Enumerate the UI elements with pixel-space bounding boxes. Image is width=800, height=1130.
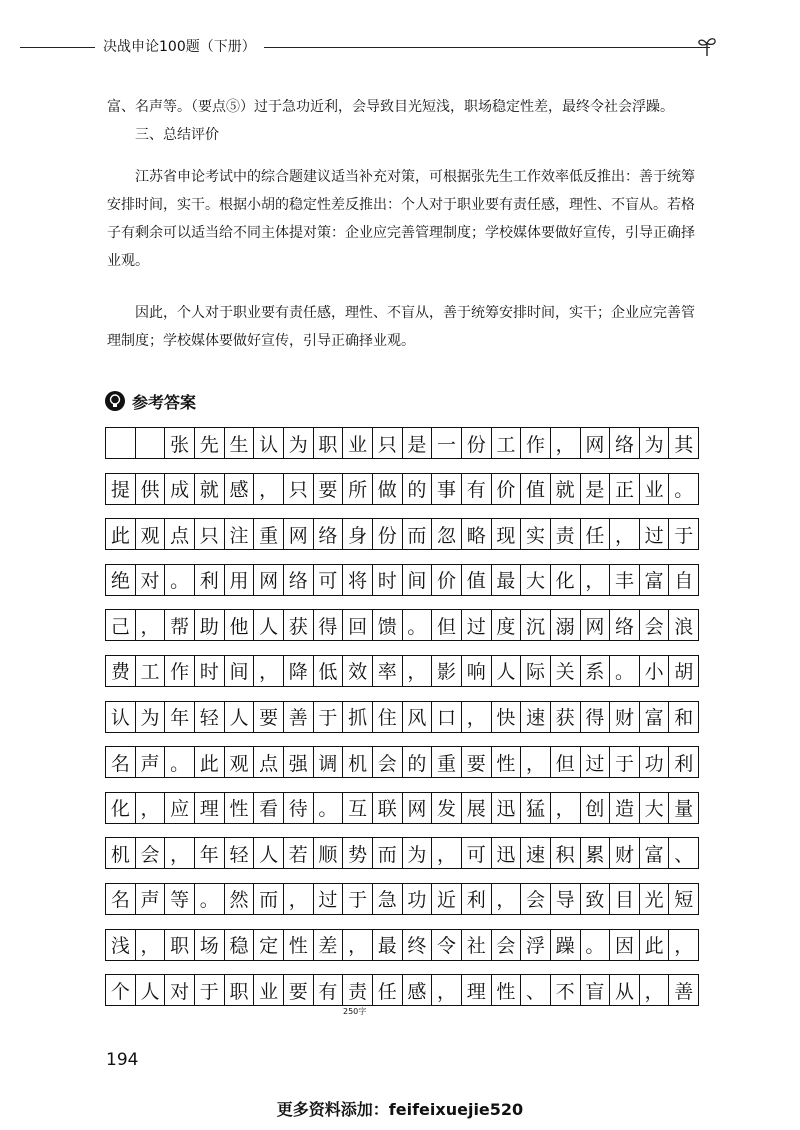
grid-cell: 若 bbox=[284, 838, 314, 868]
grid-cell: 将 bbox=[343, 565, 373, 595]
grid-cell: 富 bbox=[640, 565, 670, 595]
grid-cell: 先 bbox=[195, 428, 225, 458]
grid-cell: 大 bbox=[521, 565, 551, 595]
grid-cell: 得 bbox=[581, 702, 611, 732]
grid-cell: 速 bbox=[521, 838, 551, 868]
page-number: 194 bbox=[106, 1050, 139, 1070]
grid-cell: 会 bbox=[373, 747, 403, 777]
grid-cell: 是 bbox=[581, 474, 611, 504]
grid-cell: 得 bbox=[314, 610, 344, 640]
grid-cell: 为 bbox=[284, 428, 314, 458]
paragraph-suggestion: 江苏省申论考试中的综合题建议适当补充对策，可根据张先生工作效率低反推出：善于统筹安排时间，实干。根据小胡的稳定性差反推出：个人对于职业要有责任感，理性、不盲从。若格子有剩余可以适当给不同主体提对策：企业应完善管理制度；学校媒体要做好宣传，引导正确择业观。 bbox=[107, 169, 695, 269]
grid-cell: 。 bbox=[403, 610, 433, 640]
grid-cell: 名 bbox=[106, 747, 136, 777]
grid-cell: 。 bbox=[165, 747, 195, 777]
grid-cell: 关 bbox=[551, 656, 581, 686]
grid-cell: 。 bbox=[669, 474, 699, 504]
grid-cell: 化 bbox=[106, 793, 136, 823]
grid-cell: 为 bbox=[403, 838, 433, 868]
grid-cell: 住 bbox=[373, 702, 403, 732]
grid-cell: 发 bbox=[432, 793, 462, 823]
grid-cell: 网 bbox=[581, 610, 611, 640]
grid-cell: 可 bbox=[314, 565, 344, 595]
grid-cell: 理 bbox=[462, 975, 492, 1005]
grid-cell: ， bbox=[343, 930, 373, 960]
grid-cell: 因 bbox=[610, 930, 640, 960]
grid-cell: 职 bbox=[314, 428, 344, 458]
grid-cell: 份 bbox=[373, 519, 403, 549]
grid-cell: 网 bbox=[581, 428, 611, 458]
grid-cell: 化 bbox=[551, 565, 581, 595]
grid-cell: 回 bbox=[343, 610, 373, 640]
grid-cell: 溺 bbox=[551, 610, 581, 640]
grid-cell: 累 bbox=[581, 838, 611, 868]
grid-cell: 降 bbox=[284, 656, 314, 686]
grid-cell: 价 bbox=[432, 565, 462, 595]
grid-cell: 猛 bbox=[521, 793, 551, 823]
answer-section-heading bbox=[104, 388, 196, 414]
grid-cell: 对 bbox=[165, 975, 195, 1005]
grid-cell: ， bbox=[136, 930, 166, 960]
grid-cell: 一 bbox=[432, 428, 462, 458]
grid-row bbox=[105, 609, 699, 641]
grid-cell: 短 bbox=[669, 884, 699, 914]
grid-cell: 等 bbox=[165, 884, 195, 914]
grid-cell: ， bbox=[403, 656, 433, 686]
grid-cell: 效 bbox=[343, 656, 373, 686]
grid-cell: 待 bbox=[284, 793, 314, 823]
grid-cell: 性 bbox=[284, 930, 314, 960]
grid-cell: 联 bbox=[373, 793, 403, 823]
grid-cell: ， bbox=[551, 428, 581, 458]
grid-cell: 盲 bbox=[581, 975, 611, 1005]
grid-cell: 感 bbox=[403, 975, 433, 1005]
grid-cell: 但 bbox=[432, 610, 462, 640]
grid-cell: 个 bbox=[106, 975, 136, 1005]
grid-cell: ， bbox=[432, 838, 462, 868]
grid-cell: 获 bbox=[284, 610, 314, 640]
grid-cell: 丰 bbox=[610, 565, 640, 595]
answer-badge-icon bbox=[104, 390, 126, 412]
grid-cell: 创 bbox=[581, 793, 611, 823]
grid-cell: 认 bbox=[254, 428, 284, 458]
grid-cell: 量 bbox=[669, 793, 699, 823]
grid-cell: 工 bbox=[136, 656, 166, 686]
grid-cell: 提 bbox=[106, 474, 136, 504]
grid-cell: 任 bbox=[373, 975, 403, 1005]
grid-cell: 现 bbox=[492, 519, 522, 549]
grid-cell: 观 bbox=[225, 747, 255, 777]
grid-cell: 浮 bbox=[521, 930, 551, 960]
grid-cell: 小 bbox=[640, 656, 670, 686]
grid-cell: 声 bbox=[136, 884, 166, 914]
grid-cell: ， bbox=[551, 793, 581, 823]
grid-cell: 络 bbox=[610, 610, 640, 640]
grid-cell: 抓 bbox=[343, 702, 373, 732]
grid-cell: ， bbox=[610, 519, 640, 549]
grid-cell: 间 bbox=[225, 656, 255, 686]
grid-cell: 要 bbox=[462, 747, 492, 777]
grid-cell: 过 bbox=[462, 610, 492, 640]
grid-cell: ， bbox=[669, 930, 699, 960]
grid-cell: ， bbox=[136, 793, 166, 823]
grid-cell: ， bbox=[136, 610, 166, 640]
grid-cell: 利 bbox=[195, 565, 225, 595]
grid-cell: 导 bbox=[551, 884, 581, 914]
grid-cell: 顺 bbox=[314, 838, 344, 868]
grid-row bbox=[105, 837, 699, 869]
grid-cell: ， bbox=[165, 838, 195, 868]
grid-cell: 值 bbox=[462, 565, 492, 595]
grid-cell: 作 bbox=[165, 656, 195, 686]
grid-cell: 注 bbox=[225, 519, 255, 549]
grid-cell: 最 bbox=[492, 565, 522, 595]
grid-cell: 迅 bbox=[492, 838, 522, 868]
grid-cell: 重 bbox=[432, 747, 462, 777]
grid-cell: 但 bbox=[551, 747, 581, 777]
grid-cell: 富 bbox=[640, 702, 670, 732]
grid-cell: 。 bbox=[610, 656, 640, 686]
grid-cell: 于 bbox=[343, 884, 373, 914]
grid-cell: 势 bbox=[343, 838, 373, 868]
grid-row bbox=[105, 792, 699, 824]
grid-cell: 机 bbox=[343, 747, 373, 777]
grid-cell: 善 bbox=[669, 975, 699, 1005]
grid-cell: 际 bbox=[521, 656, 551, 686]
grid-cell: ， bbox=[640, 975, 670, 1005]
grid-cell: 最 bbox=[373, 930, 403, 960]
grid-cell: 。 bbox=[581, 930, 611, 960]
grid-cell: 费 bbox=[106, 656, 136, 686]
grid-cell: 。 bbox=[314, 793, 344, 823]
grid-row bbox=[105, 701, 699, 733]
grid-cell: 而 bbox=[254, 884, 284, 914]
grid-cell: 观 bbox=[136, 519, 166, 549]
grid-cell: 人 bbox=[254, 610, 284, 640]
grid-cell: 目 bbox=[610, 884, 640, 914]
grid-cell: 正 bbox=[610, 474, 640, 504]
page-header bbox=[20, 34, 720, 60]
grid-cell: 过 bbox=[581, 747, 611, 777]
grid-cell: 社 bbox=[462, 930, 492, 960]
grid-cell: 速 bbox=[521, 702, 551, 732]
grid-cell: 而 bbox=[373, 838, 403, 868]
grid-cell: 口 bbox=[432, 702, 462, 732]
grid-cell: 只 bbox=[284, 474, 314, 504]
grid-cell: 间 bbox=[403, 565, 433, 595]
grid-cell: ， bbox=[462, 702, 492, 732]
sprout-icon bbox=[695, 34, 719, 58]
grid-cell: 责 bbox=[343, 975, 373, 1005]
paragraph-continuation: 富、名声等。（要点⑤）过于急功近利，会导致目光短浅，职场稳定性差，最终令社会浮躁。 bbox=[107, 99, 674, 115]
grid-cell: 。 bbox=[165, 565, 195, 595]
grid-cell: 时 bbox=[195, 656, 225, 686]
grid-cell: 只 bbox=[195, 519, 225, 549]
grid-cell: 工 bbox=[492, 428, 522, 458]
grid-cell: 浅 bbox=[106, 930, 136, 960]
grid-row bbox=[105, 974, 699, 1006]
grid-cell: 响 bbox=[462, 656, 492, 686]
grid-cell: 实 bbox=[521, 519, 551, 549]
grid-cell: ， bbox=[492, 884, 522, 914]
grid-row bbox=[105, 746, 699, 778]
grid-cell: 要 bbox=[254, 702, 284, 732]
grid-cell: 浪 bbox=[669, 610, 699, 640]
grid-row bbox=[105, 883, 699, 915]
grid-cell: 此 bbox=[106, 519, 136, 549]
grid-cell: 络 bbox=[610, 428, 640, 458]
grid-cell: 然 bbox=[225, 884, 255, 914]
answer-section-title: 参考答案 bbox=[132, 392, 197, 412]
grid-cell: 系 bbox=[581, 656, 611, 686]
grid-cell: 低 bbox=[314, 656, 344, 686]
grid-cell: 稳 bbox=[225, 930, 255, 960]
grid-cell: 差 bbox=[314, 930, 344, 960]
grid-cell: 业 bbox=[254, 975, 284, 1005]
grid-cell: 。 bbox=[195, 884, 225, 914]
grid-cell: 轻 bbox=[195, 702, 225, 732]
grid-cell: 时 bbox=[373, 565, 403, 595]
grid-cell: 感 bbox=[225, 474, 255, 504]
grid-cell: 忽 bbox=[432, 519, 462, 549]
grid-cell: 风 bbox=[403, 702, 433, 732]
grid-cell: 展 bbox=[462, 793, 492, 823]
grid-cell: 于 bbox=[314, 702, 344, 732]
grid-cell: 功 bbox=[403, 884, 433, 914]
grid-cell: 会 bbox=[492, 930, 522, 960]
grid-cell: 职 bbox=[165, 930, 195, 960]
grid-cell: 财 bbox=[610, 838, 640, 868]
grid-cell: 调 bbox=[314, 747, 344, 777]
grid-cell: 人 bbox=[492, 656, 522, 686]
grid-cell: 用 bbox=[225, 565, 255, 595]
grid-cell: 成 bbox=[165, 474, 195, 504]
grid-cell: 此 bbox=[195, 747, 225, 777]
grid-cell: 快 bbox=[492, 702, 522, 732]
grid-cell: ， bbox=[432, 975, 462, 1005]
grid-cell: 人 bbox=[136, 975, 166, 1005]
grid-cell: 绝 bbox=[106, 565, 136, 595]
grid-cell: 躁 bbox=[551, 930, 581, 960]
grid-cell: ， bbox=[581, 565, 611, 595]
grid-cell: 点 bbox=[254, 747, 284, 777]
grid-cell: 过 bbox=[314, 884, 344, 914]
grid-row bbox=[105, 929, 699, 961]
grid-cell: 获 bbox=[551, 702, 581, 732]
grid-cell: 度 bbox=[492, 610, 522, 640]
grid-cell: 场 bbox=[195, 930, 225, 960]
grid-cell: 他 bbox=[225, 610, 255, 640]
grid-cell: 而 bbox=[403, 519, 433, 549]
grid-cell: 只 bbox=[373, 428, 403, 458]
grid-cell: 性 bbox=[492, 975, 522, 1005]
grid-cell: 财 bbox=[610, 702, 640, 732]
grid-cell: 于 bbox=[669, 519, 699, 549]
grid-row bbox=[105, 518, 699, 550]
grid-cell: 理 bbox=[195, 793, 225, 823]
grid-cell: 事 bbox=[432, 474, 462, 504]
grid-cell: 的 bbox=[403, 474, 433, 504]
grid-cell: 做 bbox=[373, 474, 403, 504]
grid-cell: 善 bbox=[284, 702, 314, 732]
grid-cell: 名 bbox=[106, 884, 136, 914]
grid-cell: 互 bbox=[343, 793, 373, 823]
grid-cell: 其 bbox=[669, 428, 699, 458]
grid-cell: 胡 bbox=[669, 656, 699, 686]
grid-cell: 看 bbox=[254, 793, 284, 823]
grid-cell: 己 bbox=[106, 610, 136, 640]
grid-cell: 点 bbox=[165, 519, 195, 549]
grid-cell: 价 bbox=[492, 474, 522, 504]
grid-row bbox=[105, 564, 699, 596]
grid-cell: 性 bbox=[492, 747, 522, 777]
grid-cell: 重 bbox=[254, 519, 284, 549]
grid-row bbox=[105, 655, 699, 687]
word-count-label: 250字 bbox=[343, 1007, 367, 1016]
grid-cell: 年 bbox=[195, 838, 225, 868]
grid-cell: 、 bbox=[521, 975, 551, 1005]
grid-cell: 份 bbox=[462, 428, 492, 458]
grid-cell: 业 bbox=[640, 474, 670, 504]
grid-cell: 近 bbox=[432, 884, 462, 914]
grid-cell: 可 bbox=[462, 838, 492, 868]
grid-cell: 络 bbox=[314, 519, 344, 549]
grid-cell: 强 bbox=[284, 747, 314, 777]
grid-cell: 是 bbox=[403, 428, 433, 458]
grid-cell: 作 bbox=[521, 428, 551, 458]
grid-cell: 于 bbox=[195, 975, 225, 1005]
grid-cell: 网 bbox=[254, 565, 284, 595]
section-heading-summary: 三、总结评价 bbox=[135, 127, 219, 143]
grid-cell: 会 bbox=[521, 884, 551, 914]
grid-row bbox=[105, 427, 699, 459]
grid-cell: 于 bbox=[610, 747, 640, 777]
grid-cell: 利 bbox=[669, 747, 699, 777]
grid-cell: 声 bbox=[136, 747, 166, 777]
grid-cell: 和 bbox=[669, 702, 699, 732]
grid-cell: ， bbox=[254, 656, 284, 686]
grid-cell: 沉 bbox=[521, 610, 551, 640]
grid-cell: 网 bbox=[284, 519, 314, 549]
grid-cell: 积 bbox=[551, 838, 581, 868]
grid-cell: 光 bbox=[640, 884, 670, 914]
grid-cell: 富 bbox=[640, 838, 670, 868]
grid-cell: 任 bbox=[581, 519, 611, 549]
grid-cell: 人 bbox=[225, 702, 255, 732]
grid-cell: 要 bbox=[284, 975, 314, 1005]
grid-cell: 责 bbox=[551, 519, 581, 549]
grid-cell: 帮 bbox=[165, 610, 195, 640]
grid-cell: 为 bbox=[640, 428, 670, 458]
grid-cell: 从 bbox=[610, 975, 640, 1005]
grid-cell: 大 bbox=[640, 793, 670, 823]
answer-grid bbox=[105, 427, 699, 1020]
grid-cell: 助 bbox=[195, 610, 225, 640]
grid-cell: 功 bbox=[640, 747, 670, 777]
grid-cell: ， bbox=[521, 747, 551, 777]
grid-cell: 终 bbox=[403, 930, 433, 960]
grid-cell: 对 bbox=[136, 565, 166, 595]
grid-cell: 生 bbox=[225, 428, 255, 458]
grid-cell: 率 bbox=[373, 656, 403, 686]
grid-cell: 所 bbox=[343, 474, 373, 504]
grid-cell: 认 bbox=[106, 702, 136, 732]
grid-cell: 年 bbox=[165, 702, 195, 732]
grid-cell: 有 bbox=[462, 474, 492, 504]
grid-cell: 有 bbox=[314, 975, 344, 1005]
grid-cell: 要 bbox=[314, 474, 344, 504]
grid-cell: 会 bbox=[136, 838, 166, 868]
grid-cell: 不 bbox=[551, 975, 581, 1005]
grid-cell: 的 bbox=[403, 747, 433, 777]
grid-cell: 业 bbox=[343, 428, 373, 458]
grid-cell: 自 bbox=[669, 565, 699, 595]
grid-row bbox=[105, 473, 699, 505]
grid-cell: 就 bbox=[551, 474, 581, 504]
grid-cell: 造 bbox=[610, 793, 640, 823]
grid-cell: 轻 bbox=[225, 838, 255, 868]
grid-cell: 值 bbox=[521, 474, 551, 504]
paragraph-conclusion: 因此，个人对于职业要有责任感，理性、不盲从，善于统筹安排时间，实干；企业应完善管理制度；学校媒体要做好宣传，引导正确择业观。 bbox=[107, 305, 695, 349]
grid-cell: 人 bbox=[254, 838, 284, 868]
grid-cell: 急 bbox=[373, 884, 403, 914]
grid-cell: 应 bbox=[165, 793, 195, 823]
grid-cell: 略 bbox=[462, 519, 492, 549]
grid-cell: 利 bbox=[462, 884, 492, 914]
grid-cell: 张 bbox=[165, 428, 195, 458]
grid-cell: 为 bbox=[136, 702, 166, 732]
grid-cell: 定 bbox=[254, 930, 284, 960]
grid-cell: 致 bbox=[581, 884, 611, 914]
grid-cell: 就 bbox=[195, 474, 225, 504]
grid-cell: 机 bbox=[106, 838, 136, 868]
grid-cell: 过 bbox=[640, 519, 670, 549]
grid-cell: 职 bbox=[225, 975, 255, 1005]
grid-cell: 供 bbox=[136, 474, 166, 504]
grid-cell bbox=[106, 428, 136, 458]
grid-cell: 会 bbox=[640, 610, 670, 640]
grid-cell: 网 bbox=[403, 793, 433, 823]
grid-cell: 身 bbox=[343, 519, 373, 549]
grid-cell: 络 bbox=[284, 565, 314, 595]
grid-cell: 影 bbox=[432, 656, 462, 686]
grid-cell bbox=[136, 428, 166, 458]
grid-cell: ， bbox=[254, 474, 284, 504]
header-title: 决战申论100题（下册） bbox=[95, 36, 264, 56]
grid-cell: 性 bbox=[225, 793, 255, 823]
grid-cell: 令 bbox=[432, 930, 462, 960]
grid-cell: 迅 bbox=[492, 793, 522, 823]
grid-cell: 馈 bbox=[373, 610, 403, 640]
grid-cell: 、 bbox=[669, 838, 699, 868]
grid-cell: ， bbox=[284, 884, 314, 914]
grid-cell: 此 bbox=[640, 930, 670, 960]
footer-note: 更多资料添加：feifeixuejie520 bbox=[276, 1100, 524, 1119]
